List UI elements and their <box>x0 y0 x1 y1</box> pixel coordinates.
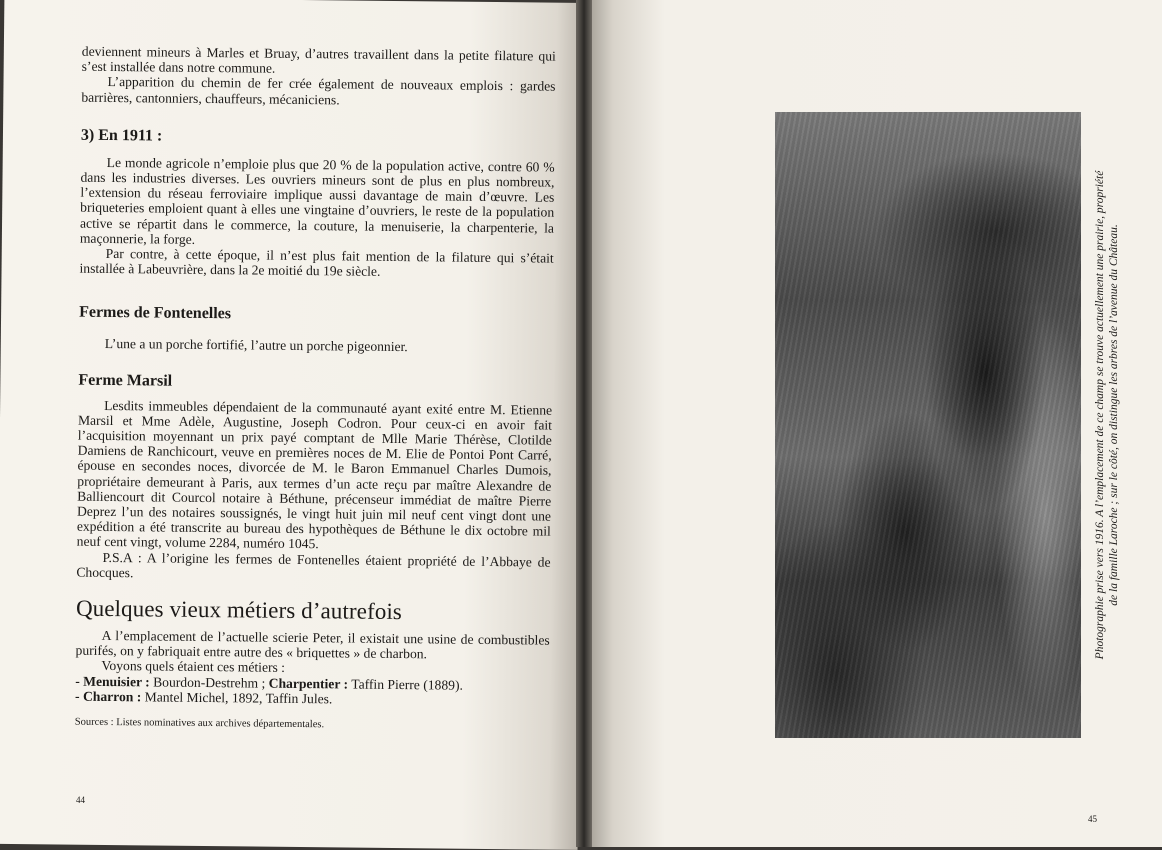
photo-caption: Photographie prise vers 1916. A l’emplacement de ce champ se trouve actuellement une prairie, propriété de la famille Laroche ; sur le côté, on distingue les arbres de l’avenue du Château. <box>1094 170 1120 660</box>
job-label: Charpentier : <box>268 675 349 692</box>
paragraph-1911-b: Par contre, à cette époque, il n’est plus fait mention de la filature qui s’était installée à Labeuvrière, dans la 2e moitié du 19e siècle. <box>79 245 554 280</box>
book-gutter <box>576 0 592 847</box>
paragraph-scierie: A l’emplacement de l’actuelle scierie Peter, il existait une usine de combustibles purifés, on y fabriquait entre autre des « briquettes » de charbon. <box>75 628 550 662</box>
heading-vieux-metiers: Quelques vieux métiers d’autrefois <box>75 595 403 625</box>
heading-fermes-fontenelles: Fermes de Fontenelles <box>79 304 232 323</box>
page-number-left: 44 <box>76 795 85 805</box>
paragraph-fontenelles: L’une a un porche fortifié, l’autre un porche pigeonnier. <box>104 336 408 355</box>
photo-caption-wrapper <box>1093 170 1133 660</box>
job-label: - Menuisier : <box>75 673 150 690</box>
historical-photograph <box>775 112 1081 738</box>
section-heading-1911: 3) En 1911 : <box>80 126 163 145</box>
sources-note: Sources : Listes nominatives aux archives départementales. <box>74 716 325 730</box>
paragraph-voyons: Voyons quels étaient ces métiers : <box>101 658 286 676</box>
job-value: Mantel Michel, 1892, Taffin Jules. <box>141 689 333 707</box>
page-number-right: 45 <box>1088 814 1097 824</box>
paragraph-railway: L’apparition du chemin de fer crée également de nouveaux emplois : gardes barrières, cantonniers, chauffeurs, mécaniciens. <box>81 74 556 108</box>
paragraph-intro: deviennent mineurs à Marles et Bruay, d’autres travaillent dans la petite filature qui s’est installée dans notre commune. <box>81 43 556 76</box>
heading-ferme-marsil: Ferme Marsil <box>78 371 173 390</box>
paragraph-psa: P.S.A : A l’origine les fermes de Fontenelles étaient propriété de l’Abbaye de Chocques. <box>76 549 551 581</box>
paragraph-1911-a: Le monde agricole n’emploie plus que 20 % de la population active, contre 60 % dans les industries diverses. Les ouvriers mineurs sont de plus en plus nombreux, l’extension du réseau ferroviaire implique aussi davantage de main d’œuvre. Les briqueteries emploient quant à elles une vingtaine d’ouvriers, le reste de la population active se répartit dans le commerce, la couture, la menuiserie, la charpenterie, la maçonnerie, la forge. <box>79 154 555 247</box>
job-value: Taffin Pierre (1889). <box>348 676 464 693</box>
paragraph-marsil: Lesdits immeubles dépendaient de la communauté ayant exité entre M. Etienne Marsil et Mme Adèle, Augustine, Joseph Codron. Pour ceux-ci en avoir fait l’acquisition moyennant un prix payé comptant de Mlle Marie Thérèse, Clotilde Damiens de Ranchicourt, veuve en premières noces de M. Elie de Pontoi Pont Carré, épouse en secondes noces, divorcée de M. le Baron Emmanuel Charles Dumois, propriétaire demeurant à Paris, aux termes d’un acte reçu par maître Alexandre de Balliencourt dit Courcol notaire à Béthune, précenseur immédiat de maître Pierre Deprez l’un des notaires soussignés, le vingt huit juin mil neuf cent vingt dont une expédition a été transcrite au bureau des hypothèques de Béthune le dix octobre mil neuf cent vingt, volume 2284, numéro 1045. <box>76 397 553 552</box>
job-value: Bourdon-Destrehm ; <box>149 674 269 691</box>
job-label: - Charron : <box>75 688 142 705</box>
